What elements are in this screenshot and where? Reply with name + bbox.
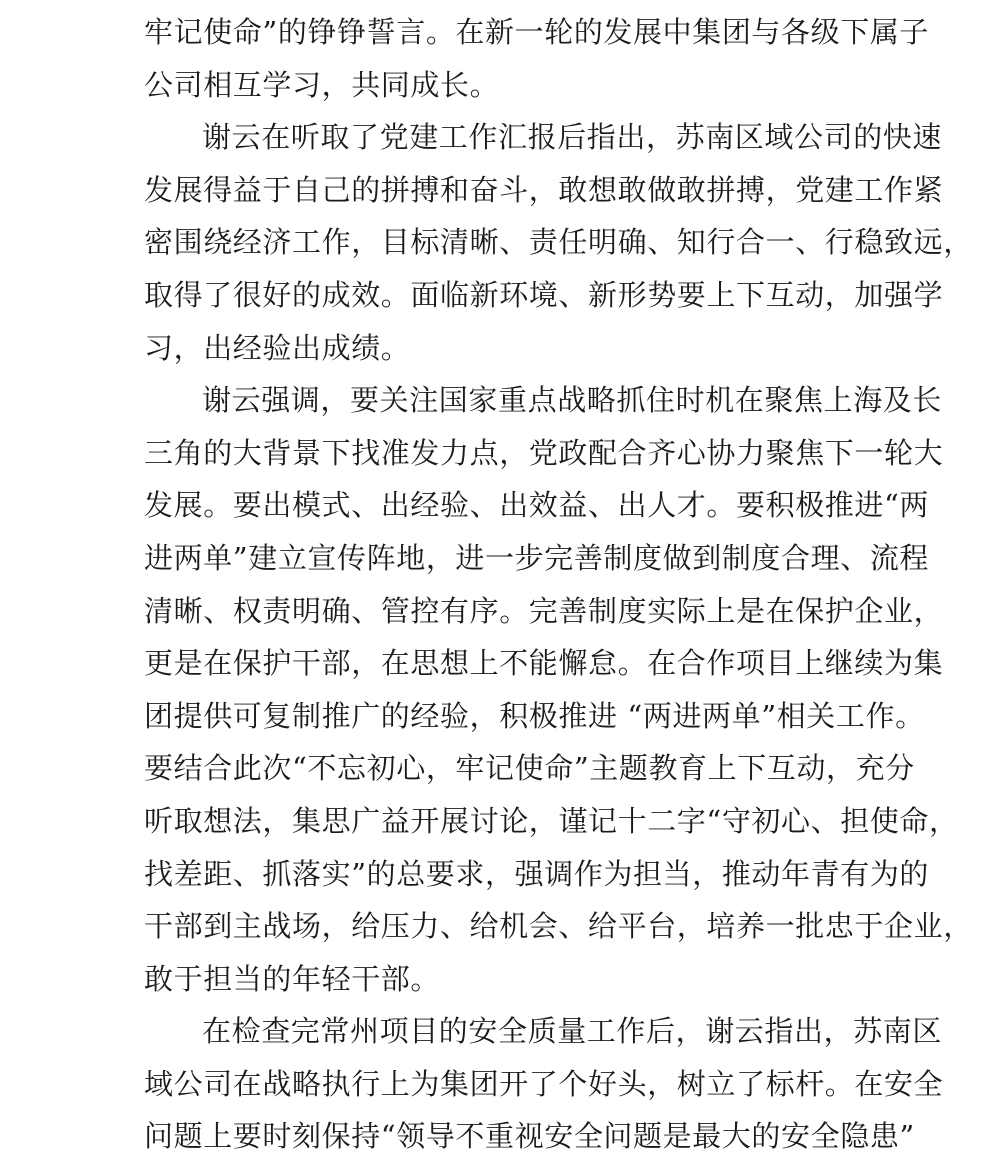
paragraph-start-line: 谢云在听取了党建工作汇报后指出，苏南区域公司的快速 — [202, 120, 943, 155]
text-line: 域公司在战略执行上为集团开了个好头，树立了标杆。在安全 — [144, 1066, 944, 1101]
text-line: 要结合此次“不忘初心，牢记使命”主题教育上下互动，充分 — [144, 751, 915, 786]
text-line: 找差距、抓落实”的总要求，强调作为担当，推动年青有为的 — [144, 856, 930, 891]
text-line: 听取想法，集思广益开展讨论，谨记十二字“守初心、担使命， — [144, 803, 959, 838]
article-body — [144, 6, 973, 1163]
text-line: 习，出经验出成绩。 — [144, 330, 411, 365]
text-line: 密围绕经济工作，目标清晰、责任明确、知行合一、行稳致远， — [144, 225, 973, 260]
text-line: 发展得益于自己的拼搏和奋斗，敢想敢做敢拼搏，党建工作紧 — [144, 172, 944, 207]
text-line: 牢记使命”的铮铮誓言。在新一轮的发展中集团与各级下属子 — [144, 15, 930, 49]
text-line: 敢于担当的年轻干部。 — [144, 961, 441, 996]
paragraph-start-line: 谢云强调，要关注国家重点战略抓住时机在聚焦上海及长 — [202, 383, 943, 418]
text-line: 公司相互学习，共同成长。 — [144, 67, 500, 102]
text-line: 进两单”建立宣传阵地，进一步完善制度做到制度合理、流程 — [144, 540, 930, 575]
text-line: 三角的大背景下找准发力点，党政配合齐心协力聚焦下一轮大 — [144, 435, 944, 470]
text-line: 团提供可复制推广的经验，积极推进 “两进两单”相关工作。 — [144, 698, 925, 733]
text-line: 取得了很好的成效。面临新环境、新形势要上下互动，加强学 — [144, 277, 944, 312]
text-line: 问题上要时刻保持“领导不重视安全问题是最大的安全隐患” — [144, 1119, 915, 1154]
text-line: 发展。要出模式、出经验、出效益、出人才。要积极推进“两 — [144, 488, 930, 523]
text-line: 更是在保护干部，在思想上不能懈怠。在合作项目上继续为集 — [144, 646, 944, 681]
paragraph-start-line: 在检查完常州项目的安全质量工作后，谢云指出，苏南区 — [202, 1014, 943, 1049]
text-line: 清晰、权责明确、管控有序。完善制度实际上是在保护企业， — [144, 593, 944, 628]
text-line: 干部到主战场，给压力、给机会、给平台，培养一批忠于企业， — [144, 909, 973, 944]
